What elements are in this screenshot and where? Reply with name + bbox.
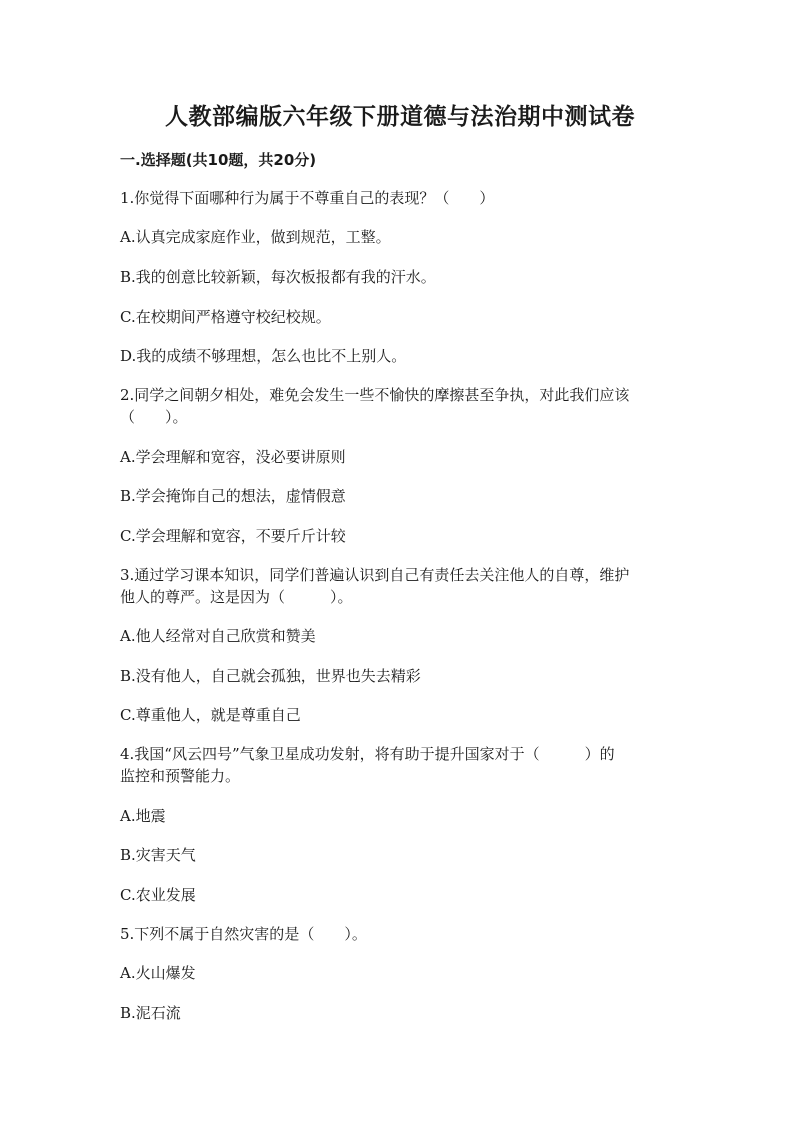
question-1-option-b: B.我的创意比较新颖，每次板报都有我的汗水。 <box>120 268 436 286</box>
question-2-text-line-2: （ ）。 <box>120 408 188 426</box>
question-1-text: 1.你觉得下面哪种行为属于不尊重自己的表现？（ ） <box>120 189 495 207</box>
section-heading: 一.选择题(共10题，共20分) <box>120 151 317 169</box>
question-4-option-c: C.农业发展 <box>120 886 196 904</box>
question-4-text-line-1: 4.我国“风云四号”气象卫星成功发射，将有助于提升国家对于（ ）的 <box>120 745 615 763</box>
question-5-option-a: A.火山爆发 <box>120 964 196 982</box>
question-5-text: 5.下列不属于自然灾害的是（ ）。 <box>120 925 367 943</box>
question-3-option-a: A.他人经常对自己欣赏和赞美 <box>120 627 316 645</box>
question-3-option-c: C.尊重他人，就是尊重自己 <box>120 706 301 724</box>
question-4-option-a: A.地震 <box>120 807 166 825</box>
question-3-text-line-2: 他人的尊严。这是因为（ ）。 <box>120 588 353 606</box>
question-1-option-c: C.在校期间严格遵守校纪校规。 <box>120 308 331 326</box>
question-2-option-a: A.学会理解和宽容，没必要讲原则 <box>120 448 346 466</box>
question-2-option-c: C.学会理解和宽容，不要斤斤计较 <box>120 527 346 545</box>
question-2-option-b: B.学会掩饰自己的想法，虚情假意 <box>120 487 346 505</box>
question-1-option-d: D.我的成绩不够理想，怎么也比不上别人。 <box>120 347 407 365</box>
question-1-option-a: A.认真完成家庭作业，做到规范，工整。 <box>120 228 391 246</box>
question-3-text-line-1: 3.通过学习课本知识，同学们普遍认识到自己有责任去关注他人的自尊，维护 <box>120 566 630 584</box>
question-2-text-line-1: 2.同学之间朝夕相处，难免会发生一些不愉快的摩擦甚至争执，对此我们应该 <box>120 386 630 404</box>
page-title: 人教部编版六年级下册道德与法治期中测试卷 <box>165 104 635 130</box>
question-5-option-b: B.泥石流 <box>120 1004 181 1022</box>
question-4-option-b: B.灾害天气 <box>120 846 196 864</box>
question-3-option-b: B.没有他人，自己就会孤独，世界也失去精彩 <box>120 667 421 685</box>
question-4-text-line-2: 监控和预警能力。 <box>120 767 241 785</box>
